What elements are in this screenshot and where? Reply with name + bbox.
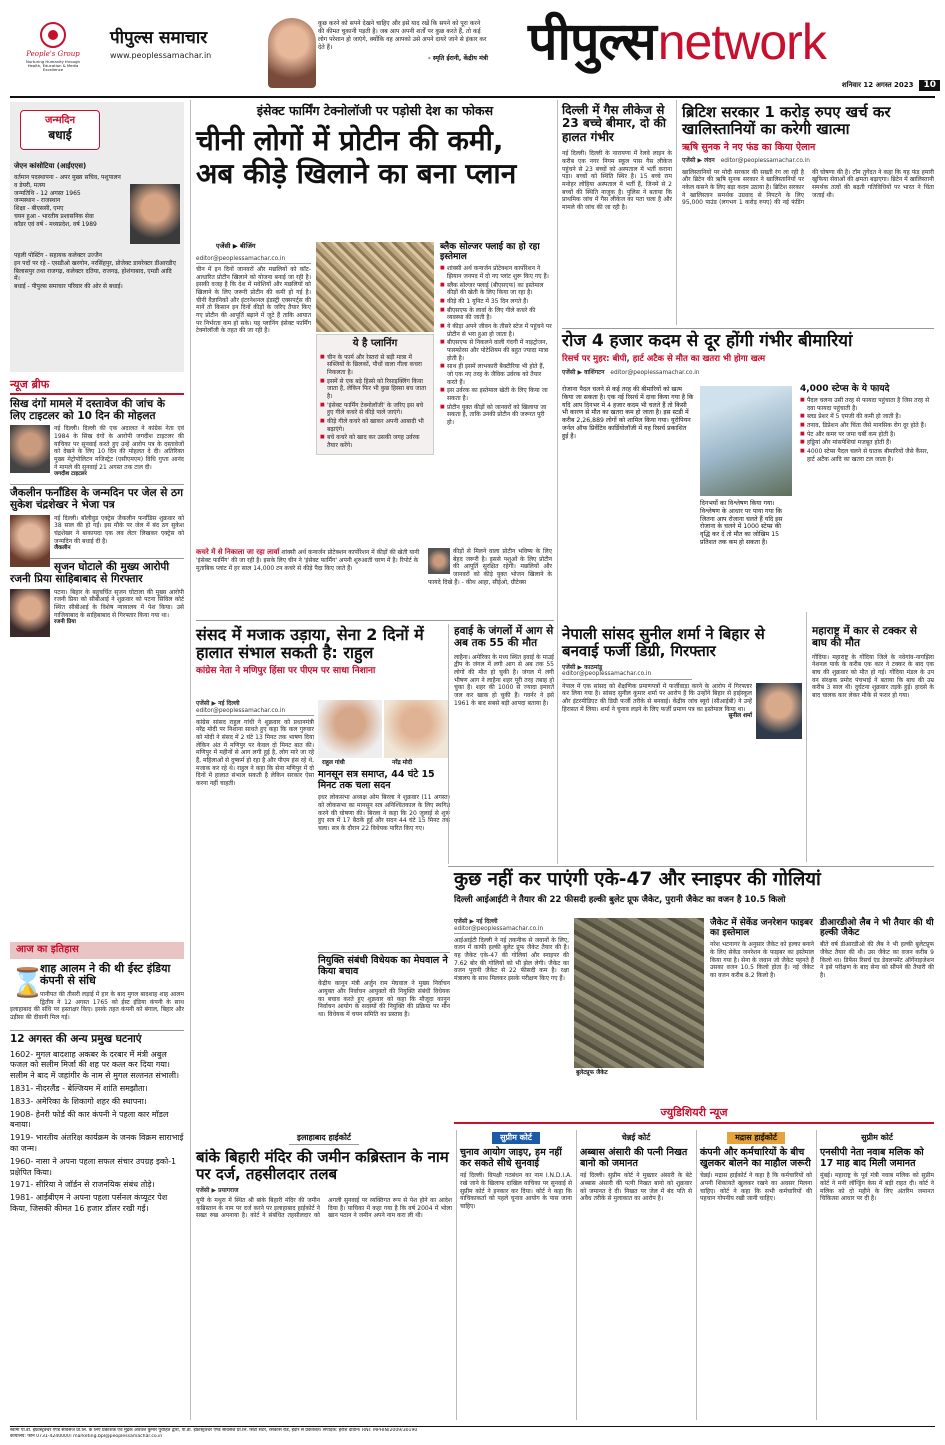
jacket-side-1 (710, 918, 814, 980)
khalistan-byline: एजेंसी ▶ लंदन (682, 157, 715, 165)
benefits-box (800, 384, 934, 464)
tiger-body: गोंदिया। महाराष्ट्र के गोंदिया जिले के नवेगांव-नागझिरा नेशनल पार्क के करीब एक कार ने टक्कर के बाद एक बाघ की शुक्रवार को मौत हो गई। गोंदिया मंडल के उप वन संरक्षक प्रमोद पंचभाई ने बताया कि बाघ की उम्र करीब 3 साल थी। दुर्घटना शुक्रवार तड़के हुई। हादसे के बाद चालक कार लेकर मौके से फरार हो गया। (812, 653, 934, 699)
fly-point: ■ कीड़े की 1 यूनिट में 35 दिन लगते हैं। (440, 298, 552, 306)
history-body: पानीपत की तीसरी लड़ाई में हार के बाद मुगल बादशाह शाह आलम द्वितीय ने 12 अगस्त 1765 को ईस्ट इंडिया कंपनी के साथ इलाहाबाद की संधि पर हस्ताक्षर किए। इसके तहत कंपनी को बंगाल, बिहार और उड़ीसा की दीवानी मिल गई। (10, 991, 184, 1022)
khalistan-sub: ऋषि सुनक ने नए फंड का किया ऐलान (682, 141, 816, 153)
rahul-byline: एजेंसी ▶ नई दिल्ली (196, 700, 240, 707)
chennai-story (580, 1132, 692, 1203)
walking-photo (700, 386, 792, 496)
china-photo (316, 242, 434, 332)
brief-item (10, 558, 184, 626)
bill-headline[interactable]: नियुक्ति संबंधी विधेयक का मेघवाल ने किया बचाव (318, 955, 448, 977)
jacket-email: editor@peoplessamachar.co.in (454, 926, 569, 934)
walking-sub: रिसर्च पर मुहर: बीपी, हार्ट अटैक से मौत का खतरा भी होगा खत्म (562, 354, 766, 365)
history-event: 1602- मुगल बादशाह अकबर के दरबार में मंत्री अबुल फजल को सलीम मिर्जा की शह पर कत्ल कर दिया गया। सलीम ने बाद में जहांगीर के नाम से मुगल सल्तनत संभाली। (10, 1049, 180, 1081)
quote-box (318, 20, 488, 63)
brief-photo-caption: रजनी प्रिया (54, 619, 76, 626)
madras-headline[interactable]: कंपनी और कर्मचारियों के बीच खुलकर बोलने का माहौल जरूरी (700, 1147, 811, 1169)
bill-body: केंद्रीय कानून मंत्री अर्जुन राम मेघवाल ने मुख्य निर्वाचन आयुक्त और निर्वाचन आयुक्तों की नियुक्ति संबंधी विधेयक का बचाव करते हुए शुक्रवार को कहा कि मौजूदा कानून निर्वाचन आयोग के सदस्यों की नियुक्ति की प्रक्रिया पर मौन था। विधेयक में चयन समिति का प्रस्ताव है। (318, 980, 450, 1018)
history-events-title: 12 अगस्त की अन्य प्रमुख घटनाएं (10, 1030, 184, 1046)
benefits-list (800, 397, 934, 463)
footer (10, 1426, 935, 1439)
jacket-side-headline-2[interactable]: डीआरडीओ लैब ने भी तैयार की थी हल्की जैकेट (820, 918, 934, 939)
history-event: 1971- सीरिया ने जॉर्डन से राजनयिक संबंध तोड़े। (10, 1180, 155, 1190)
rahul-email: editor@peoplessamachar.co.in (196, 708, 314, 716)
group-tagline: Nurturing Humanity through Health, Education & Media Excellence (26, 58, 80, 73)
jacket-side-headline[interactable]: जैकेट में सेकेंड जनरेशन फाइबर का इस्तेमाल (710, 918, 813, 939)
birthday-title: जन्मदिन बधाई (20, 110, 100, 150)
nepal-byline: एजेंसी ▶ काठमांडू (562, 663, 603, 671)
jacket-byline: एजेंसी ▶ नई दिल्ली (454, 918, 498, 925)
nepal-email: editor@peoplessamachar.co.in (562, 671, 692, 679)
madras-tag: मद्रास हाईकोर्ट (727, 1132, 785, 1144)
benefit-point: ■ ब्लड प्रेशर में 5 एमजी की कमी हो जाती है। (800, 413, 934, 421)
plan-point: ■ 'इंसेक्ट फार्मिंग टेक्नोलॉजी' के जरिए इस बचे हुए गीले कचरे से कीड़े पाले जाएंगे। (320, 402, 430, 417)
sc2-story (820, 1132, 934, 1203)
birthday-photo (130, 184, 180, 244)
china-headline[interactable]: चीनी लोगों में प्रोटीन की कमी, अब कीड़े खिलाने का बना प्लान (196, 124, 517, 191)
peoples-group-logo (22, 22, 84, 84)
modi-photo-caption: नरेंद्र मोदी (392, 760, 413, 766)
hourglass-icon: ⌛ (10, 965, 45, 999)
walking-body: रोजाना पैदल चलने से कई तरह की बीमारियों को खत्म किया जा सकता है। एक नई रिसर्च में दावा किया गया है कि यदि आप दिनभर में 4 हजार कदम भी चलते हैं तो किसी भी कारण से मौत का खतरा कम हो जाता है। इस स्टडी में करीब 2,26,889 लोगों को शामिल किया गया। यूरोपियन जर्नल ऑफ प्रिवेंटिव कार्डियोलॉजी में यह रिसर्च प्रकाशित हुई है। (562, 386, 694, 440)
brief-body: नई दिल्ली। बॉलीवुड एक्ट्रेस जैकलीन फर्नांडिस शुक्रवार को 38 साल की हो गईं। इस मौके पर जेल में बंद ठग सुकेश चंद्रशेखर ने बाकायदा एक लव लेटर लिखकर एक्ट्रेस को जन्मदिन की बधाई दी है। (54, 514, 184, 545)
khalistan-headline[interactable]: ब्रिटिश सरकार 1 करोड़ रुपए खर्च कर खालिस्तानियों का करेगी खात्मा (682, 103, 891, 138)
plan-title: ये है प्लानिंग (352, 338, 398, 349)
date-line (790, 80, 940, 91)
walking-email: editor@peoplessamachar.co.in (610, 369, 700, 376)
forest-fire-story (454, 626, 554, 707)
china-quote (428, 548, 552, 586)
chennai-headline[interactable]: अब्बास अंसारी की पत्नी निखत बानो को जमानत (580, 1147, 688, 1169)
history-event: 1960- नासा ने अपना पहला सफल संचार उपग्रह इको-1 प्रक्षेपित किया। (10, 1156, 177, 1177)
fire-headline[interactable]: हवाई के जंगलों में आग से अब तक 55 की मौत (454, 625, 554, 649)
benefit-point: ■ तनाव, डिप्रेशन और चिंता जैसे मानसिक रोग दूर होते हैं। (800, 422, 934, 430)
quote-portrait (268, 18, 316, 88)
brief-headline[interactable]: सृजन घोटाले की मुख्य आरोपी रजनी प्रिया साहिबाबाद से गिरफ्तार (10, 561, 170, 585)
rahul-headline[interactable]: संसद में मजाक उड़ाया, सेना 2 दिनों में हालात संभाल सकती है: राहुल (196, 625, 424, 662)
fly-point: ■ प्रोटीन युक्त कीड़ों को जानवरों को खिलाया जा सकता है, ताकि उनकी प्रोटीन की जरूरत पूरी हो। (440, 404, 552, 427)
brief-photo (10, 515, 50, 567)
quote-text: कुछ करने को सपने देखने चाहिए और इसे याद रखें कि सपने को पूरा करने की कीमत चुकानी पड़ती है। जब आप अपनी शर्तों पर कुछ करते हैं, तो कई लोग परेशान हो जाएंगे, क्योंकि वह आपको उसे अपने दायरे जाने से इंकार कर देते हैं। (318, 20, 487, 52)
group-name: People's Group (26, 50, 80, 58)
fly-point: ■ साथ ही इसमें लाभकारी बैक्टीरिया भी होते हैं, जो एक नए तरह के जैविक उर्वरक को तैयार करते हैं। (440, 363, 552, 386)
brief-photo-caption: जैकलीन (54, 545, 71, 552)
sc-body: नई दिल्ली। विपक्षी गठबंधन का नाम I.N.D.I.A. रखे जाने के खिलाफ दाखिल याचिका पर सुनवाई से सुप्रीम कोर्ट ने इनकार कर दिया। कोर्ट ने कहा कि याचिकाकर्ता को पहले चुनाव आयोग के पास जाना चाहिए। (460, 1172, 572, 1210)
history-label: आज का इतिहास (10, 942, 184, 959)
fly-point: ■ बीएसएफ के लार्वा के लिए गीले कचरे की व्यवस्था की जाती है। (440, 307, 552, 322)
brand-en: network (657, 14, 826, 70)
jacket-side-body: नरेश भटनागर के अनुसार जैकेट को हल्का बनाने के लिए सेकेंड जनरेशन के फाइबर का इस्तेमाल किया गया है। सेना के जवान जो जैकेट पहनते हैं उसका वजन 10.5 किलो होता है। नई जैकेट का वजन करीब 8.2 किलो है। (710, 941, 814, 979)
jacket-headline[interactable]: कुछ नहीं कर पाएंगी एके-47 और स्नाइपर की गोलियां (454, 869, 821, 890)
walking-body-2: दिनभर्यो का विश्लेषण किया गया। विश्लेषण के आधार पर पाया गया कि जितना आप रोजाना चलते हैं यदि इस रोजाना के चलने में 1000 स्टेप्स की वृद्धि कर दें तो मौत का जोखिम 15 प्रतिशत तक कम हो सकता है। (700, 500, 783, 546)
page-number: 10 (919, 80, 940, 91)
plan-point: ■ कीड़े गीले कचरे को खाकर अपनी आबादी भी बढ़ाएंगे। (320, 418, 430, 433)
brand (528, 10, 933, 85)
history-event: 1981- आईबीएम ने अपना पहला पर्सनल कंप्यूटर पेश किया, जिसकी कीमत 16 हजार डॉलर रखी गई। (10, 1193, 168, 1213)
sc-headline[interactable]: चुनाव आयोग जाइए, हम नहीं कर सकते सीधे सुनवाई (460, 1147, 562, 1169)
brief-body: पटना। बिहार के बहुचर्चित सृजन घोटाला की मुख्य आरोपी रजनी प्रिया को सीबीआई ने शुक्रवार को पटना सिविल कोर्ट स्थित सीबीआई के विशेष न्यायालय में पेश किया। उसे गाजियाबाद के साहिबाबाद से गिरफ्तार किया गया था। (54, 588, 184, 619)
chennai-tag: चेन्नई कोर्ट (621, 1133, 651, 1142)
birthday-box: जन्मदिन बधाई जेएन कांसोटिया (आईएएस) वर्तमान पदस्थापना - अपर मुख्य सचिव, पशुपालन व डेयरी, मत्स्य जन्मतिथि - 12 अगस्त 1965 जन्मस्थान - राजस्थान शिक्षा - बीएससी, एमए चयन हुआ - भारतीय प्रशासनिक सेवा कॉडर एवं वर्ष - मध्यप्रदेश, वर्ष 1989 पहली पोस्टिंग - सहायक कलेक्टर उज्जैन इन पदों पर रहे - एसडीओ खरगोन, नरसिंहपुर, प्रोजेक्ट डायरेक्टर डीआरडीए बिलासपुर तथा राजगढ़, कलेक्टर दतिया, राजगढ़, होशंगाबाद, एमडी आदि में। बधाई - पीपुल्स समाचार परिवार की ओर से बधाई। (10, 102, 184, 372)
expert-photo (428, 548, 450, 574)
china-email: editor@peoplessamachar.co.in (196, 256, 311, 264)
allahabad-headline[interactable]: बांके बिहारी मंदिर की जमीन कब्रिस्तान के नाम पर दर्ज, तहसीलदार तलब (196, 1148, 449, 1183)
jacket-sub: दिल्ली आईआईटी ने तैयार की 22 फीसदी हल्की बुलेट प्रूफ जैकेट, पुरानी जैकेट का वजन है 10.5 किलो (454, 894, 786, 905)
jacket-side-body-2: बीते वर्ष डीआरडीओ की लैब ने भी हल्की बुलेटप्रूफ जैकेट तैयार की थी। उस जैकेट का वजन करीब 9 किलो था। डिफेंस रिसर्च एंड डेवलपमेंट ऑर्गेनाइजेशन ने इसे परीक्षण के बाद सेना को सौंपने की तैयारी की है। (820, 941, 934, 979)
khalistan-email: editor@peoplessamachar.co.in (720, 158, 810, 165)
monsoon-body: इधर लोकसभा अध्यक्ष ओम बिरला ने शुक्रवार (11 अगस्त) को लोकसभा का मानसून सत्र अनिश्चितकाल के लिए स्थगित करने की घोषणा की। बिरला ने कहा कि 20 जुलाई से शुरू हुए सत्र में 17 बैठकें हुईं और सदन 44 घंटे 15 मिनट तक चला। सत्र के दौरान 22 विधेयक पारित किए गए। (318, 794, 450, 832)
birthday-details: वर्तमान पदस्थापना - अपर मुख्य सचिव, पशुपालन व डेयरी, मत्स्य जन्मतिथि - 12 अगस्त 1965 जन्मस्थान - राजस्थान शिक्षा - बीएससी, एमए चयन हुआ - भारतीय प्रशासनिक सेवा कॉडर एवं वर्ष - मध्यप्रदेश, वर्ष 1989 (14, 174, 121, 228)
plan-list (320, 354, 430, 450)
brief-item (10, 399, 184, 478)
plan-box (316, 334, 434, 455)
history-event: 1908- हेनरी फोर्ड की कार कंपनी ने पहला कार मॉडल बनाया। (10, 1109, 169, 1130)
history-event: 1831- नीदरलैंड - बेल्जियम में शांति समझौता। (10, 1083, 148, 1093)
tail-body: शांक्सी अर्थ कन्वर्जन प्रोटेक्शन कार्पोरेशन में कीड़ों की खेती यानी 'इंसेक्ट फार्मिंग' की जा रही है। इसके लिए चीन ने 'इंसेक्ट फार्मिंग' अपनी शुरुआती चरण में है। रिपोर्ट के मुताबिक प्लांट में हर साल 14,000 टन कचरे से कीड़े पैदा किए जाते हैं। (196, 549, 420, 572)
chennai-body: नई दिल्ली। सुप्रीम कोर्ट ने मुख्तार अंसारी के बेटे अब्बास अंसारी की पत्नी निखत बानो को शुक्रवार को जमानत दे दी। निखत पर जेल में बंद पति से अवैध तरीके से मुलाकात का आरोप है। (580, 1172, 692, 1203)
news-brief-label: न्यूज ब्रीफ (10, 378, 184, 395)
nepal-body: नेपाल में एक सांसद को शैक्षणिक प्रमाणपत्रों में फर्जीवाड़ा करने के आरोप में गिरफ्तार कर लिया गया है। सांसद सुनील कुमार शर्मा पर आरोप है कि उन्होंने बिहार से हाईस्कूल और इंटरमीडिएट की डिग्री फर्जी तरीके से बनवाई। केंद्रीय जांच ब्यूरो (सीआईबी) ने उन्हें हिरासत में लिया। शर्मा ने चुनाव लड़ने के लिए फर्जी प्रमाण पत्र का इस्तेमाल किया था। (562, 682, 752, 713)
brief-body: नई दिल्ली। दिल्ली की एक अदालत ने कांग्रेस नेता एवं 1984 के सिख दंगों के आरोपी जगदीश टाइटलर की याचिका पर सुनवाई करते हुए उन्हें आरोप पत्र के दस्तावेजों को देखने के लिए 10 दिन की मोहलत दे दी। अतिरिक्त मुख्य मेट्रोपोलिटन मजिस्ट्रेट (एसीएमएम) विधि गुप्ता आनंद ने मामले की सुनवाई 21 अगस्त तक टाल दी। (54, 425, 184, 471)
khalistan-body: खालिस्तानियों पर मोदी सरकार की सख्ती रंग ला रही है और ब्रिटेन की ऋषि सुनक सरकार ने खालिस्तानियों पर नकेल कसने के लिए बड़ा कदम उठाया है। ब्रिटिश सरकार ने खालिस्तान समर्थक उग्रवाद से निपटने के लिए 95,000 पाउंड (लगभग 1 करोड़ रुपए) की नई फंडिंग की घोषणा की है। टॉम तुगेंदत ने कहा कि यह फंड हमारी खुफिया सेवाओं की क्षमता बढ़ाएगा। ब्रिटेन में खालिस्तानी समर्थक तत्वों की बढ़ती गतिविधियों पर भारत ने चिंता जताई थी। (682, 168, 934, 207)
birthday-name: जेएन कांसोटिया (आईएएस) (14, 162, 87, 170)
khalistan-story (682, 104, 934, 207)
nepal-photo (756, 683, 802, 739)
benefit-point: ■ 4000 स्टेप्स पैदल चलने से घातक बीमारियों जैसे कैंसर, हार्ट अटैक आदि का खतरा टल जाता है। (800, 448, 934, 463)
brief-photo (10, 589, 50, 637)
benefit-point: ■ पेट और कमर पर जमा चर्बी कम होती है। (800, 431, 934, 439)
sc2-body: मुंबई। महाराष्ट्र के पूर्व मंत्री नवाब मलिक को सुप्रीम कोर्ट ने मनी लॉन्ड्रिंग केस में बड़ी राहत दी। कोर्ट ने मलिक को दो महीने के लिए अंतरिम जमानत चिकित्सा आधार पर दी है। (820, 1172, 934, 1203)
sc2-headline[interactable]: एनसीपी नेता नवाब मलिक को 17 माह बाद मिली जमानत (820, 1147, 924, 1169)
gas-leak-story (562, 104, 672, 212)
monsoon-box (318, 770, 450, 833)
fly-list (440, 265, 552, 426)
jacket-photo-caption: बुलेटप्रूफ जैकेट (576, 1070, 608, 1076)
allahabad-byline: एजेंसी ▶ प्रयागराज (196, 1186, 239, 1194)
brief-headline[interactable]: जैकलीन फर्नांडिस के जन्मदिन पर जेल से ठग सुकेश चंद्रशेखर ने भेजा पत्र (10, 487, 184, 511)
logo-icon (40, 22, 66, 48)
tiger-headline[interactable]: महाराष्ट्र में कार से टक्कर से बाघ की मौत (812, 625, 917, 649)
nepal-story (562, 626, 802, 739)
history-box (10, 942, 184, 1217)
brief-photo-caption: जगदीश टाइटलर (54, 471, 87, 478)
jacket-photo (574, 918, 704, 1068)
allahabad-story (196, 1132, 452, 1220)
fly-point: ■ ये कीड़ा अपने जीवन के तीसरे स्टेज में पहुंचने पर प्रोटीन से भरा हुआ हो जाता है। (440, 323, 552, 338)
fly-point: ■ ब्लैक सोल्जर फ्लाई (बीएसएफ) का इस्तेमाल कीड़ों की खेती के लिए किया जा रहा है। (440, 282, 552, 297)
tail-lead: कचरे में से निकाला जा रहा लार्वा (196, 548, 280, 556)
masthead (0, 0, 945, 100)
walking-byline: एजेंसी ▶ वाशिंगटन (562, 368, 605, 376)
website-link[interactable]: www.peoplessamachar.in (110, 51, 212, 61)
plan-point: ■ इसमें से एक बड़े हिस्से को रिसाइक्लिंग किया जाता है, लेकिन फिर भी कुछ हिस्सा बच जाता है। (320, 378, 430, 401)
rahul-sub: कांग्रेस नेता ने मणिपुर हिंसा पर पीएम पर साधा निशाना (196, 665, 376, 676)
china-tail (196, 548, 421, 572)
fire-body: लाहैना। अमेरिका के मध्य स्थित हवाई के माउई द्वीप के जंगल में लगी आग से अब तक 55 लोगों की मौत हो चुकी है। जंगल में लगी भीषण आग ने लाहैना शहर पूरी तरह तबाह हो चुका है। शहर की 1000 से ज्यादा इमारतें जल कर खाक हो चुकी हैं। गवर्नर ने इसे 1961 के बाद सबसे बड़ी आपदा बताया है। (454, 653, 554, 707)
nepal-headline[interactable]: नेपाली सांसद सुनील शर्मा ने बिहार से बनवाई फर्जी डिग्री, गिरफ्तार (562, 625, 765, 660)
tiger-story (812, 626, 934, 700)
allahabad-body: यूपी के मथुरा में स्थित श्री बांके बिहारी मंदिर की जमीन कब्रिस्तान के नाम पर दर्ज करने पर इलाहाबाद हाईकोर्ट ने सख्त रुख अपनाया है। कोर्ट ने संबंधित तहसीलदार को अगली सुनवाई पर व्यक्तिगत रूप से पेश होने का आदेश दिया है। याचिका में कहा गया है कि वर्ष 2004 में भोला खान पठान ने जमीन अपने नाम करा ली थी। (196, 1197, 452, 1220)
china-byline: एजेंसी ▶ बीजिंग (216, 242, 256, 250)
rahul-photo (318, 700, 382, 758)
jacket-side-2 (820, 918, 934, 980)
modi-photo (384, 700, 448, 758)
walking-story (562, 331, 934, 546)
fly-title: ब्लैक सोल्जर फ्लाई का हो रहा इस्तेमाल (440, 242, 540, 263)
china-body: चीन में इन दिनों जानवरों और मछलियों को कॉट-आधारित प्रोटीन खिलाने को योजना बनाई जा रही है। इसकी वजह है कि देश में मवेशियों और मछलियों को खिलाने के लिए जरूरी प्रोटीन की कमी हो गई है। चीनी वैज्ञानिकों और इंटरनेशनल इंडस्ट्री एक्सपर्ट्स की मानें तो किसान इन दिनों कीड़ों के जरिए तैयार किए गए प्रोटीन की आपूर्ति बढ़ाने में जुटे हैं ताकि आयात पर निर्भरता कम हो सके। यह प्लानिंग इंसेक्ट फार्मिंग टेक्नोलॉजी के तहत की जा रही है। (196, 266, 311, 335)
fly-point: ■ बीएसएफ से निकलने वाली गंदगी में नाइट्रोजन, फास्फोरस और पोटेशियम की बहुत ज्यादा मात्रा होती है। (440, 339, 552, 362)
china-kicker: इंसेक्ट फार्मिंग टेक्नोलॉजी पर पड़ोसी देश का फोकस (256, 103, 494, 118)
plan-point: ■ चीन के फार्म और रेस्तरां से बड़ी मात्रा में सब्जियों के छिलकों, पौधों वाला गीला कचरा निकलता है। (320, 354, 430, 377)
gas-headline[interactable]: दिल्ली में गैस लीकेज से 23 बच्चे बीमार, दो की हालत गंभीर (562, 103, 666, 144)
brief-item (10, 484, 184, 552)
judiciary-section (196, 1106, 934, 1424)
history-headline[interactable]: शाह आलम ने की थी ईस्ट इंडिया कंपनी से संधि (40, 961, 171, 987)
walking-headline[interactable]: रोज 4 हजार कदम से दूर होंगी गंभीर बीमारियां (562, 331, 853, 351)
benefit-point: ■ हड्डियां और मांसपेशियां मजबूत होती हैं। (800, 439, 934, 447)
bill-box (318, 952, 450, 1019)
footer-line-1: स्वामी पी.डी. इंफ्रास्ट्रक्चर एण्ड सर्विसेज प्रा.लि. के लिए प्रकाशक एवं मुद्रक अवधेश कुमार पुरोहित द्वारा, पी.डी. इंफ्रास्ट्रक्चर एण्ड सर्विसेज प्रा.लि. सिटी सेंटर, रेसकोर्स रोड, इंदौर से प्रकाशित। संपादक: हरीश दीवान। RNI: MPHIN/2009/30190 (10, 1428, 418, 1433)
footer-line-2: कार्यालय: फोन 0731-4240000। marketing.bpl@peoplessamachar.co.in (10, 1433, 163, 1439)
sc2-tag: सुप्रीम कोर्ट (861, 1133, 893, 1142)
nepal-photo-caption: सुनील शर्मा (728, 713, 752, 720)
allahabad-tag: इलाहाबाद हाईकोर्ट (289, 1132, 359, 1145)
fly-point: ■ शांक्सी अर्थ कन्वर्जन प्रोटेक्शन कार्पोरेशन ने झियान जनपद में दो नए प्लांट शुरू किए गए हैं। (440, 265, 552, 280)
benefits-title: 4,000 स्टेप्स के ये फायदे (800, 384, 890, 394)
expert-quote: कीड़ों से मिलने वाला प्रोटीन भविष्य के लिए बेहद जरूरी है। इससे पशुओं के लिए प्रोटीन की आपूर्ति सुरक्षित रहेगी। मछलियों और जानवरों को कीड़े युक्त भोजन खिलाने के फायदे दिखे हैं। - कीथ आहा, सीईओ, ग्रीटेक्स (428, 548, 552, 586)
brief-photo (10, 425, 50, 473)
plan-point: ■ बचे कचरे को खाद कर उसकी जगह उर्वरक तैयार करेंगे। (320, 434, 430, 449)
history-event: 1833- अमेरिका के शिकागो शहर की स्थापना। (10, 1096, 147, 1106)
monsoon-headline[interactable]: मानसून सत्र समाप्त, 44 घंटे 15 मिनट तक चला सदन (318, 769, 435, 791)
fly-box (440, 242, 552, 428)
sc-tag: सुप्रीम कोर्ट (492, 1132, 540, 1144)
gas-body: नई दिल्ली। दिल्ली के नारायणा में रेलवे लाइन के करीब एक नगर निगम स्कूल पास गैस लीकेज पहुंचने से 23 बच्चों को अस्पताल में भर्ती कराना पड़ा। बच्चों को स्थिति स्थिर है। 15 बच्चे राम मनोहर लोहिया अस्पताल में भर्ती हैं, जिनमें से 2 बच्चों की स्थिति नाजुक है। पुलिस ने बताया कि प्राथमिक जांच में गैस लीकेज का पता चला है और मामले की जांच की जा रही है। (562, 150, 672, 212)
history-events (10, 1050, 184, 1215)
rahul-photo-caption: राहुल गांधी (322, 760, 345, 766)
brief-headline[interactable]: सिख दंगों मामले में दस्तावेज की जांच के लिए टाइटलर को 10 दिन की मोहलत (10, 397, 165, 422)
quote-author: - स्मृति ईरानी, केंद्रीय मंत्री (428, 55, 488, 63)
sc-story (460, 1132, 572, 1211)
china-story (196, 104, 554, 616)
madras-body: चेन्नई। मद्रास हाईकोर्ट ने कहा है कि कर्मचारियों को अपनी शिकायतें खुलकर रखने का अवसर मिलना चाहिए। कोर्ट ने कहा कि सभी कर्मचारियों की पहचान गोपनीय रखी जानी चाहिए। (700, 1172, 812, 1203)
paper-name: पीपुल्स समाचार www.peoplessamachar.in (110, 28, 260, 61)
brand-hindi: पीपुल्स (528, 12, 656, 72)
news-brief (10, 378, 184, 639)
judiciary-label: ज्युडिशियरी न्यूज (454, 1106, 934, 1124)
jacket-body: आईआईटी दिल्ली ने नई तकनीक से जवानों के लिए, वजन में काफी हल्की बुलेट प्रूफ जैकेट तैयार की है। यह जैकेट एके-47 की गोलियां और स्नाइपर की 7.62 बोर की गोलियों को भी झेल लेगी। जैकेट का वजन पुरानी जैकेट से 22 फीसदी कम है। रक्षा मंत्रालय के साथ मिलकर इसके परीक्षण किए गए हैं। (454, 936, 569, 983)
benefit-point: ■ पैदल चलना उसी तरह से फायदा पहुंचाता है जिस तरह से दवा फायदा पहुंचाती है। (800, 397, 934, 412)
issue-date: शनिवार 12 अगस्त 2023 (841, 81, 914, 89)
madras-story (700, 1132, 812, 1203)
fly-point: ■ इस उर्वरक का इस्तेमाल खेती के लिए किया जा सकता है। (440, 387, 552, 402)
history-event: 1919- भारतीय अंतरिक्ष कार्यक्रम के जनक विक्रम साराभाई का जन्म। (10, 1133, 184, 1153)
rahul-body: कांग्रेस सांसद राहुल गांधी ने शुक्रवार को प्रधानमंत्री नरेंद्र मोदी पर निशाना साधते हुए कहा कि कल गुरुवार को मोदी ने संसद में 2 घंटे 13 मिनट तक भाषण दिया लेकिन अंत में मणिपुर पर केवल दो मिनट बात की। मणिपुर में महीनों से आग लगी हुई है, लोग मारे जा रहे हैं, महिलाओं से दुष्कर्म हो रहा है और पीएम हंस रहे थे, मजाक कर रहे थे। राहुल ने कहा कि सेना मणिपुर में दो दिनों में हालात संभाल सकती है लेकिन सरकार ऐसा करना नहीं चाहती। (196, 718, 314, 788)
jacket-story (454, 869, 934, 1076)
